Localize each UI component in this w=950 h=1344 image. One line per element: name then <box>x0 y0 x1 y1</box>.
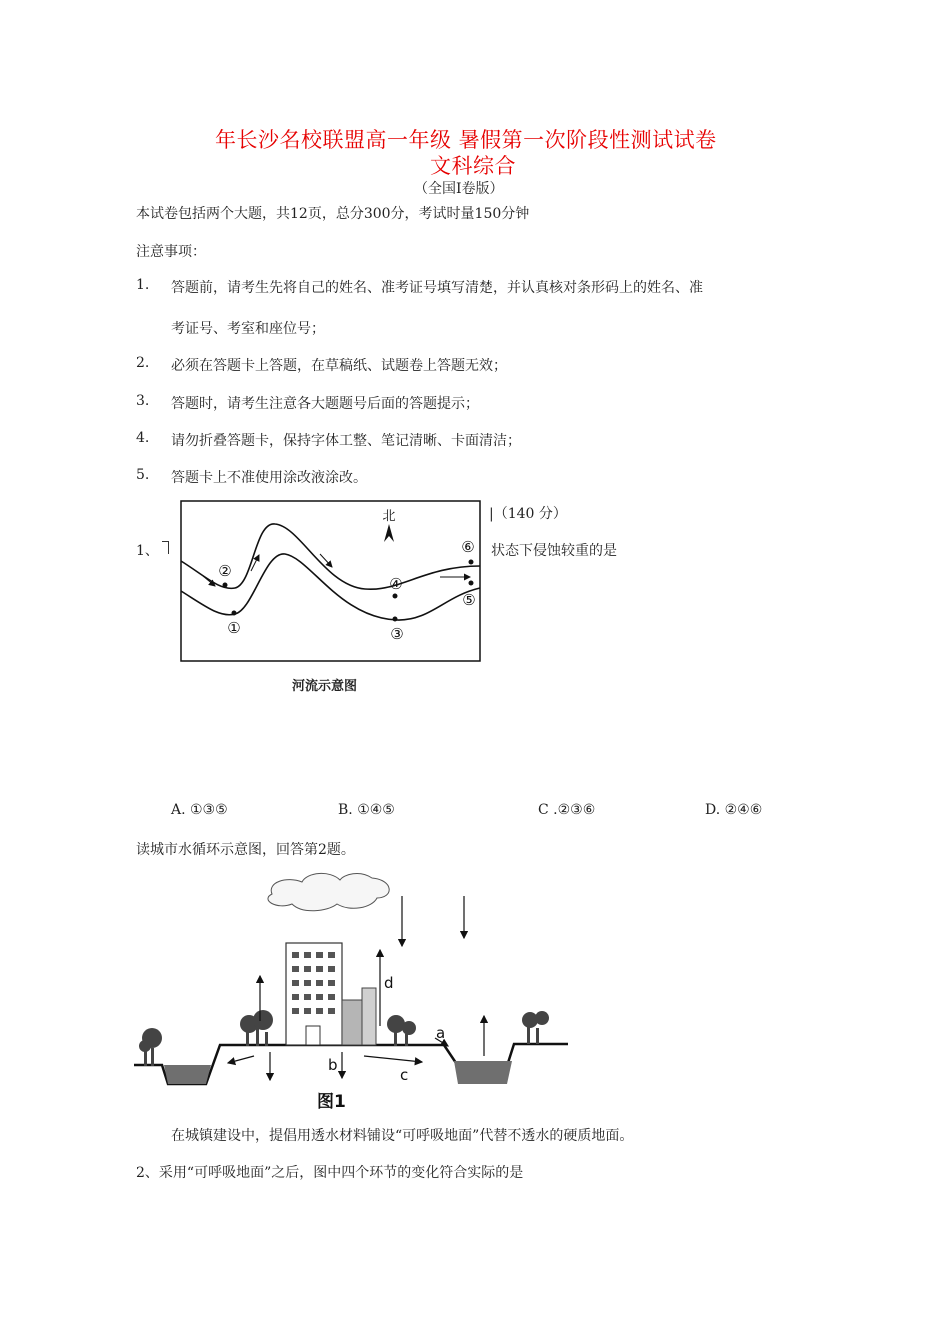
notice-number: 4. <box>136 430 150 446</box>
exam-intro: 本试卷包括两个大题，共12页，总分300分，考试时量150分钟 <box>136 206 530 222</box>
point-label: ④ <box>389 575 403 593</box>
notice-heading: 注意事项： <box>136 244 206 260</box>
q1-number: 1、 <box>136 543 159 559</box>
notice-text: 请勿折叠答题卡，保持字体工整、笔记清晰、卡面清洁； <box>171 433 521 449</box>
building-door <box>306 1026 320 1045</box>
notice-text: 答题前，请考生先将自己的姓名、准考证号填写清楚，并认真核对条形码上的姓名、准 <box>171 280 703 296</box>
label-a: a <box>436 1024 446 1042</box>
notice-number: 1. <box>136 277 150 293</box>
text-fragment-mark <box>162 541 169 554</box>
water-cycle-diagram <box>132 866 572 1116</box>
runoff-arrow <box>228 1056 254 1063</box>
notice-number: 5. <box>136 467 150 483</box>
point-dot <box>393 617 398 622</box>
point-dot <box>393 594 398 599</box>
point-label: ② <box>218 562 232 580</box>
map-frame <box>181 501 480 661</box>
point-label: ⑤ <box>462 591 476 609</box>
point-label: ③ <box>390 625 404 643</box>
water-cycle-caption: 图1 <box>317 1092 346 1112</box>
point-dot <box>232 611 237 616</box>
lake-left <box>164 1065 211 1084</box>
lake-right <box>454 1061 512 1084</box>
q2-lead: 读城市水循环示意图，回答第2题。 <box>136 842 355 858</box>
point-dot <box>223 583 228 588</box>
notice-number: 2. <box>136 355 150 371</box>
option-c: C .②③⑥ <box>538 802 596 818</box>
building-mid <box>342 1000 362 1045</box>
notice-number: 3. <box>136 393 150 409</box>
section-points: |（140 分） <box>489 506 567 522</box>
tree <box>240 1010 273 1046</box>
river-diagram <box>175 496 490 666</box>
notice-text: 答题卡上不准使用涂改液涂改。 <box>171 470 367 486</box>
option-b: B. ①④⑤ <box>338 802 395 818</box>
building-small <box>362 988 376 1045</box>
q1-stem-fragment: 状态下侵蚀较重的是 <box>491 543 617 559</box>
q2-context: 在城镇建设中，提倡用透水材料铺设“可呼吸地面”代替不透水的硬质地面。 <box>171 1128 634 1144</box>
q2-stem: 2、采用“可呼吸地面”之后，图中四个环节的变化符合实际的是 <box>136 1165 524 1181</box>
notice-text-continued: 考证号、考室和座位号； <box>171 321 325 337</box>
point-dot <box>469 581 474 586</box>
tree <box>139 1028 162 1066</box>
notice-text: 答题时，请考生注意各大题题号后面的答题提示； <box>171 396 479 412</box>
runoff-arrow-c <box>364 1056 422 1062</box>
point-dot <box>469 560 474 565</box>
exam-subject: 文科综合 <box>430 154 516 178</box>
north-label: 北 <box>382 509 396 524</box>
river-figure-caption: 河流示意图 <box>292 679 358 694</box>
option-a: A. ①③⑤ <box>171 802 228 818</box>
exam-edition: （全国Ⅰ卷版） <box>414 181 504 197</box>
option-d: D. ②④⑥ <box>705 802 763 818</box>
point-label: ① <box>227 619 241 637</box>
point-label: ⑥ <box>461 538 475 556</box>
exam-title: 年长沙名校联盟高一年级 暑假第一次阶段性测试试卷 <box>215 128 717 152</box>
label-c: c <box>400 1066 409 1084</box>
cloud <box>268 873 389 910</box>
tree <box>387 1015 416 1046</box>
label-d: d <box>384 974 394 992</box>
notice-text: 必须在答题卡上答题，在草稿纸、试题卷上答题无效； <box>171 358 507 374</box>
tree <box>522 1011 549 1044</box>
label-b: b <box>328 1056 338 1074</box>
